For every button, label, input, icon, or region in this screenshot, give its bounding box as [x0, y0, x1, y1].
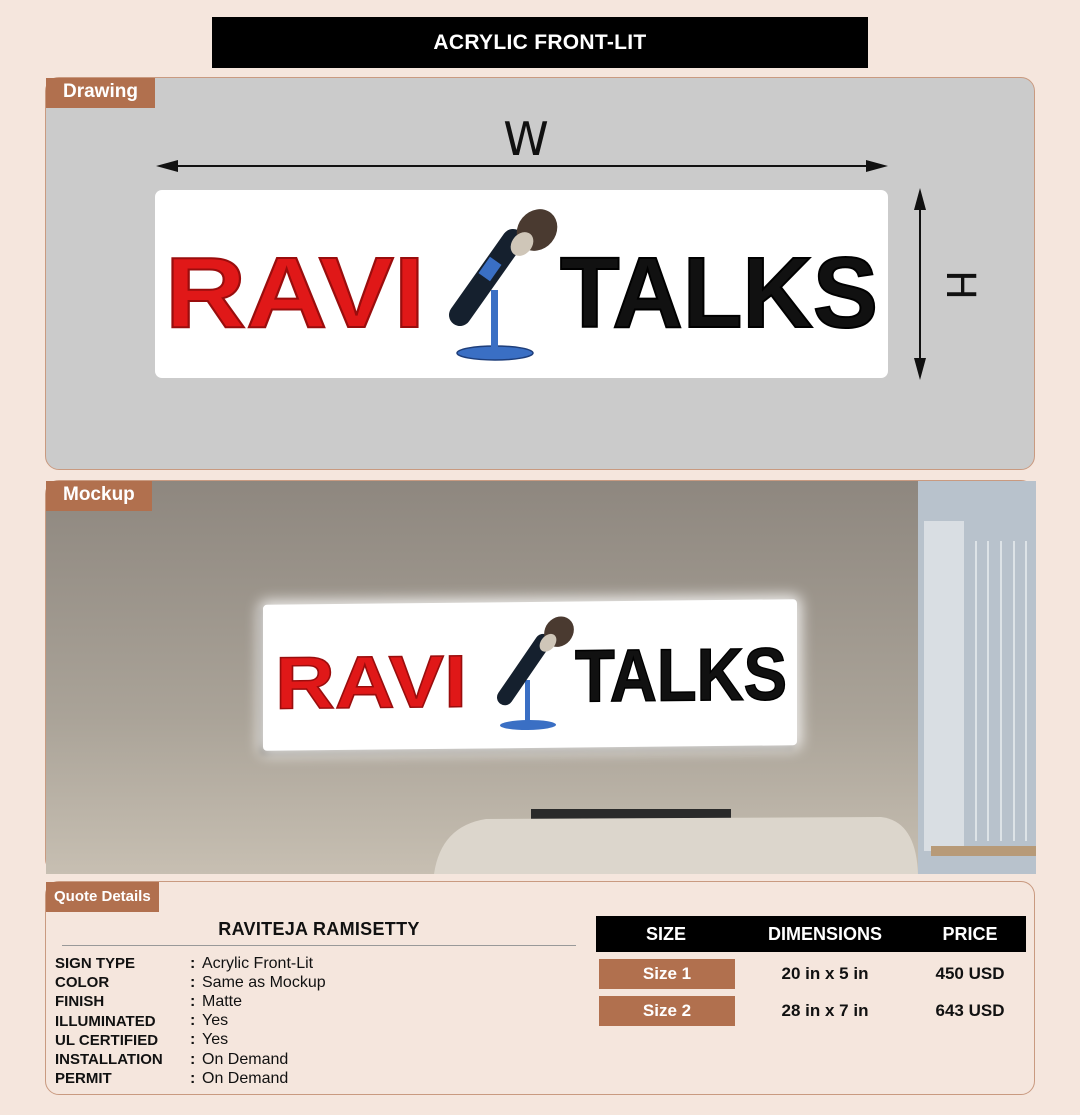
- detail-row: COLOR : Same as Mockup: [55, 973, 575, 992]
- detail-row: PERMIT : On Demand: [55, 1069, 575, 1088]
- quote-panel: [45, 881, 1035, 1095]
- height-arrow-icon: [908, 188, 983, 380]
- detail-value: Acrylic Front-Lit: [202, 954, 314, 972]
- header-dimensions: DIMENSIONS: [767, 923, 882, 944]
- height-label: H: [937, 269, 983, 301]
- customer-name: RAVITEJA RAMISETTY: [218, 919, 420, 939]
- detail-label: UL CERTIFIED: [55, 1031, 159, 1049]
- price-cell: 450 USD: [935, 964, 1005, 983]
- detail-label: INSTALLATION: [55, 1051, 163, 1069]
- width-label: W: [503, 112, 549, 166]
- header-size: SIZE: [645, 923, 686, 944]
- price-cell: 643 USD: [935, 1001, 1005, 1020]
- dimensions-cell: 28 in x 7 in: [781, 1001, 869, 1020]
- detail-list: [55, 954, 575, 1088]
- size-badge: Size 2: [599, 996, 735, 1026]
- microphone-icon: [500, 610, 580, 730]
- mockup-text-talks: TALKS: [575, 632, 817, 718]
- height-dimension: [908, 188, 983, 380]
- sign-drawing: [155, 190, 888, 378]
- table-row: [596, 996, 1026, 1026]
- detail-row: FINISH : Matte: [55, 992, 575, 1011]
- detail-value: On Demand: [202, 1069, 289, 1087]
- detail-value: Matte: [202, 992, 243, 1010]
- detail-row: ILLUMINATED : Yes: [55, 1012, 575, 1031]
- sign-mockup: [263, 599, 817, 751]
- width-arrow-icon: [156, 103, 888, 173]
- sign-text-talks: TALKS: [560, 237, 878, 349]
- detail-value: Same as Mockup: [202, 973, 326, 991]
- mockup-panel: [45, 480, 1035, 873]
- drawing-panel: [45, 77, 1035, 470]
- detail-label: COLOR: [55, 974, 110, 992]
- detail-label: ILLUMINATED: [55, 1012, 156, 1030]
- size-badge: Size 1: [599, 959, 735, 989]
- detail-label: PERMIT: [55, 1070, 112, 1088]
- price-table: [596, 916, 1026, 1026]
- page-title: ACRYLIC FRONT-LIT: [212, 17, 868, 68]
- sign-text-ravi: RAVI: [165, 237, 425, 349]
- mockup-text-ravi: RAVI: [275, 639, 447, 725]
- dimensions-cell: 20 in x 5 in: [781, 964, 869, 983]
- table-header: [596, 916, 1026, 952]
- detail-label: SIGN TYPE: [55, 955, 136, 973]
- width-dimension: [156, 103, 888, 173]
- detail-row: SIGN TYPE : Acrylic Front-Lit: [55, 954, 575, 973]
- drawing-tab: Drawing: [46, 78, 155, 108]
- mockup-tab: Mockup: [46, 481, 152, 511]
- detail-value: On Demand: [202, 1050, 289, 1068]
- divider: [62, 945, 576, 946]
- detail-row: INSTALLATION : On Demand: [55, 1050, 575, 1069]
- table-row: [596, 959, 1026, 989]
- header-price: PRICE: [942, 923, 998, 944]
- quote-tab: Quote Details: [46, 882, 159, 912]
- microphone-icon: [457, 201, 566, 360]
- detail-value: Yes: [202, 1012, 229, 1030]
- detail-row: UL CERTIFIED : Yes: [55, 1031, 575, 1050]
- detail-value: Yes: [202, 1031, 229, 1049]
- detail-label: FINISH: [55, 993, 105, 1011]
